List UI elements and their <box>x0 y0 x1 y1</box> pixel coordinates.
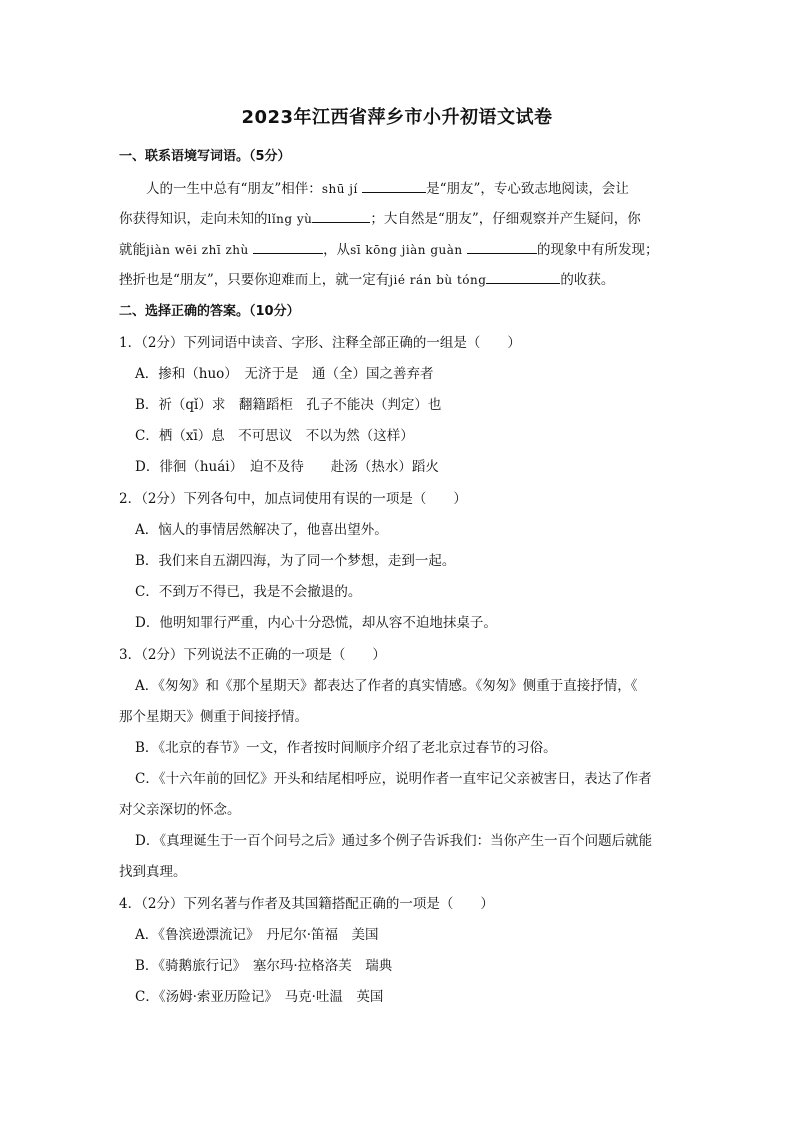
question-3-option-a[interactable]: A．《匆匆》和《那个星期天》都表达了作者的真实情感。《匆匆》侧重于直接抒情，《 <box>135 678 638 694</box>
question-3-option-c-cont: 对父亲深切的怀念。 <box>119 802 241 818</box>
paragraph-line-4: 挫折也是“朋友”，只要你迎难而上，就一定有jié rán bù tóng 的收获。 <box>119 272 615 288</box>
question-3-option-b[interactable]: B．《北京的春节》一文，作者按时间顺序介绍了老北京过春节的习俗。 <box>135 740 557 756</box>
answer-blank[interactable] <box>312 209 370 223</box>
question-1-option-c[interactable]: C．栖（xī）息 不可思议 不以为然（这样） <box>135 428 414 444</box>
question-2: 2．（2分）下列各句中，加点词使用有误的一项是（ ） <box>119 491 467 507</box>
answer-blank[interactable] <box>486 270 560 284</box>
question-3: 3．（2分）下列说法不正确的一项是（ ） <box>119 647 386 663</box>
question-4-option-b[interactable]: B．《骑鹅旅行记》 塞尔玛·拉格洛芙 瑞典 <box>135 958 393 974</box>
question-4-option-a[interactable]: A．《鲁滨逊漂流记》 丹尼尔·笛福 美国 <box>135 927 379 943</box>
answer-blank[interactable] <box>467 240 537 254</box>
paragraph-line-3: 就能jiàn wēi zhī zhù ，从sī kōng jiàn guàn 的现象中有所发现； <box>119 242 659 258</box>
question-2-option-a[interactable]: A．恼人的事情居然解决了，他喜出望外。 <box>135 522 388 538</box>
answer-blank[interactable] <box>253 240 323 254</box>
question-2-option-d[interactable]: D．他明知罪行严重，内心十分恐慌，却从容不迫地抹桌子。 <box>135 615 497 631</box>
pinyin-prompt: lǐng yù <box>267 212 313 226</box>
question-1: 1．（2分）下列词语中读音、字形、注释全部正确的一组是（ ） <box>119 335 521 351</box>
paragraph-line-1: 人的一生中总有“朋友”相伴：shū jí 是“朋友”，专心致志地阅读，会让 <box>146 181 629 197</box>
section-heading-1: 一、联系语境写词语。（5分） <box>119 149 291 164</box>
pinyin-prompt: jiàn wēi zhī zhù <box>146 243 249 257</box>
page-title: 2023年江西省萍乡市小升初语文试卷 <box>241 107 553 128</box>
question-3-option-a-cont: 那个星期天》侧重于间接抒情。 <box>119 709 308 725</box>
question-1-option-a[interactable]: A．掺和（huo） 无济于是 通（全）国之善弃者 <box>135 366 434 382</box>
pinyin-prompt: jié rán bù tóng <box>389 273 487 287</box>
question-3-option-d-cont: 找到真理。 <box>119 864 187 880</box>
section-heading-2: 二、选择正确的答案。（10分） <box>119 304 300 319</box>
paragraph-line-2: 你获得知识，走向未知的lǐng yù ；大自然是“朋友”，仔细观察并产生疑问，你 <box>119 211 641 227</box>
question-1-option-b[interactable]: B．祈（qǐ）求 翻籍蹈柜 孔子不能决（判定）也 <box>135 397 442 413</box>
question-1-option-d[interactable]: D．徘徊（huái） 迫不及待 赴汤（热水）蹈火 <box>135 459 439 475</box>
pinyin-prompt: shū jí <box>321 182 358 196</box>
question-2-option-b[interactable]: B．我们来自五湖四海，为了同一个梦想，走到一起。 <box>135 553 456 569</box>
pinyin-prompt: sī kōng jiàn guàn <box>350 243 463 257</box>
question-4: 4．（2分）下列名著与作者及其国籍搭配正确的一项是（ ） <box>119 896 494 912</box>
question-3-option-d[interactable]: D．《真理诞生于一百个问号之后》通过多个例子告诉我们：当你产生一百个问题后就能 <box>135 833 653 849</box>
question-4-option-c[interactable]: C．《汤姆·索亚历险记》 马克·吐温 英国 <box>135 989 384 1005</box>
answer-blank[interactable] <box>362 179 426 193</box>
question-2-option-c[interactable]: C．不到万不得已，我是不会撤退的。 <box>135 584 362 600</box>
question-3-option-c[interactable]: C．《十六年前的回忆》开头和结尾相呼应，说明作者一直牢记父亲被害日，表达了作者 <box>135 771 652 787</box>
